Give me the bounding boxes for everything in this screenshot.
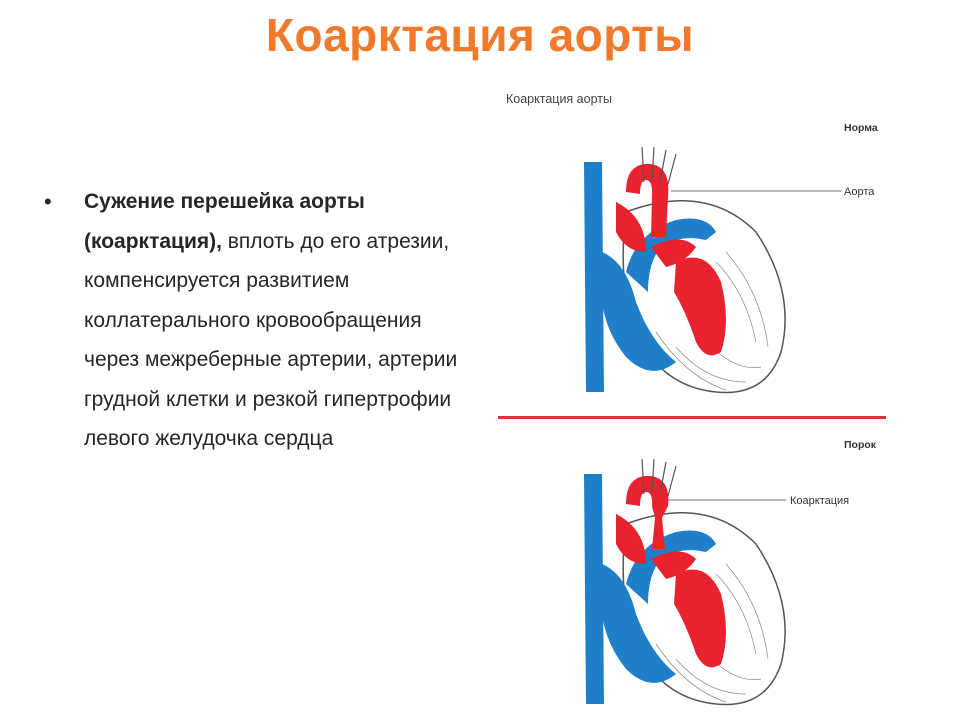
bullet-regular-text: вплоть до его атрезии, компенсируется развитием коллатерального кровообращения через межреберные артерии, артерии грудной клетки и резкой гипертрофии левого желудочка сердца: [84, 229, 458, 450]
label-porok: Порок: [844, 439, 877, 451]
bullet-bold-text: Сужение перешейка аорты (коарктация),: [84, 190, 365, 253]
vena-cava: [584, 474, 604, 704]
bullet-dot: •: [44, 189, 52, 214]
heart-defect-illustration: [556, 454, 796, 714]
figure-caption: Коарктация аорты: [506, 92, 612, 106]
bullet-item: [44, 182, 474, 459]
heart-diagram-figure: [496, 84, 896, 720]
vena-cava: [584, 162, 604, 392]
label-koarktaciya: Коарктация: [790, 495, 850, 507]
label-aorta: Аорта: [844, 186, 875, 198]
heart-normal-illustration: [556, 142, 796, 402]
slide-title: Коарктация аорты: [265, 9, 695, 61]
label-norma: Норма: [844, 122, 878, 134]
bullet-text: [84, 182, 474, 459]
red-divider-line: [498, 416, 886, 419]
